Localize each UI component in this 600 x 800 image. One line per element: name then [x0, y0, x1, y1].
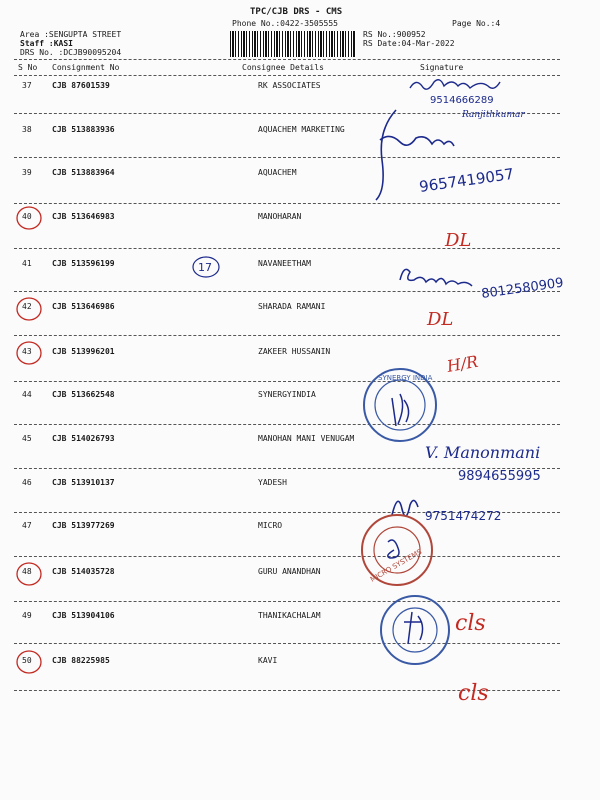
table-row [0, 125, 600, 139]
row-consignment: CJB 513904106 [52, 611, 115, 620]
handwritten-dl: DL [427, 309, 454, 330]
row-consignee: RK ASSOCIATES [258, 81, 321, 90]
row-consignee: AQUACHEM MARKETING [258, 125, 345, 134]
divider [14, 248, 560, 249]
table-row [0, 478, 600, 492]
divider [14, 75, 560, 76]
row-sno: 38 [22, 125, 32, 134]
signature-scribble [376, 110, 454, 200]
table-row [0, 347, 600, 361]
table-row [0, 567, 600, 581]
handwritten-name: Ranjithkumar [462, 110, 525, 120]
handwritten-phone: 9514666289 [430, 95, 494, 106]
handwritten-17: 17 [198, 261, 212, 274]
row-sno: 48 [22, 567, 32, 576]
table-row [0, 302, 600, 316]
col-sno: S No [18, 63, 38, 72]
divider [14, 203, 560, 204]
row-sno: 41 [22, 259, 32, 268]
signature-scribble [392, 500, 418, 516]
row-sno: 43 [22, 347, 32, 356]
table-row [0, 259, 600, 273]
row-consignee: ZAKEER HUSSANIN [258, 347, 331, 356]
divider [14, 59, 560, 60]
staff-label: Staff :KASI [20, 39, 73, 48]
page-number: Page No.:4 [452, 19, 501, 28]
row-sno: 39 [22, 168, 32, 177]
row-sno: 37 [22, 81, 32, 90]
table-row [0, 168, 600, 182]
table-row [0, 81, 600, 95]
handwritten-dl: DL [445, 230, 472, 251]
col-signature: Signature [420, 63, 464, 72]
divider [14, 335, 560, 336]
row-consignment: CJB 513977269 [52, 521, 115, 530]
synergy-stamp [364, 369, 436, 441]
handwritten-hr: H/R [445, 351, 480, 376]
barcode [230, 31, 356, 57]
drs-number: DRS No. :DCJB90095204 [20, 48, 122, 57]
row-sno: 47 [22, 521, 32, 530]
row-consignment: CJB 514035728 [52, 567, 115, 576]
table-row [0, 521, 600, 535]
row-sno: 50 [22, 656, 32, 665]
row-consignment: CJB 88225985 [52, 656, 110, 665]
divider [14, 556, 560, 557]
handwritten-phone: 9894655995 [458, 469, 541, 484]
row-consignee: KAVI [258, 656, 278, 665]
row-sno: 40 [22, 212, 32, 221]
handwritten-cs: cls [455, 611, 486, 636]
row-sno: 46 [22, 478, 32, 487]
table-row [0, 434, 600, 448]
divider [14, 113, 560, 114]
table-row [0, 390, 600, 404]
col-consignee: Consignee Details [242, 63, 324, 72]
row-consignment: CJB 513662548 [52, 390, 115, 399]
row-consignment: CJB 513646983 [52, 212, 115, 221]
divider [14, 643, 560, 644]
row-consignee: THANIKACHALAM [258, 611, 321, 620]
rs-number: RS No.:900952 [363, 30, 426, 39]
stamp-text: MICRO SYSTEMS [369, 547, 424, 584]
row-consignee: AQUACHEM [258, 168, 297, 177]
row-consignee: YADESH [258, 478, 287, 487]
row-sno: 49 [22, 611, 32, 620]
divider [14, 512, 560, 513]
row-sno: 44 [22, 390, 32, 399]
row-consignment: CJB 513883936 [52, 125, 115, 134]
row-sno: 45 [22, 434, 32, 443]
row-consignee: SHARADA RAMANI [258, 302, 326, 311]
row-consignment: CJB 513596199 [52, 259, 115, 268]
table-row [0, 656, 600, 670]
row-consignment: CJB 514026793 [52, 434, 115, 443]
company-stamp [381, 596, 449, 664]
divider [14, 601, 560, 602]
area-label: Area :SENGUPTA STREET [20, 30, 122, 39]
divider [14, 157, 560, 158]
row-consignee: GURU ANANDHAN [258, 567, 321, 576]
document-title: TPC/CJB DRS - CMS [250, 7, 343, 17]
row-consignee: SYNERGYINDIA [258, 390, 316, 399]
rs-date: RS Date:04-Mar-2022 [363, 39, 455, 48]
row-consignee: MANOHAN MANI VENUGAM [258, 434, 355, 443]
handwritten-phone: 9751474272 [425, 509, 502, 523]
stamp-text: SYNERGY INDIA [378, 374, 433, 382]
divider [14, 468, 560, 469]
row-consignment: CJB 513646986 [52, 302, 115, 311]
divider [14, 424, 560, 425]
handwritten-phone: 9657419057 [418, 164, 516, 196]
row-consignment: CJB 513996201 [52, 347, 115, 356]
row-consignee: MANOHARAN [258, 212, 302, 221]
row-consignment: CJB 513883964 [52, 168, 115, 177]
row-sno: 42 [22, 302, 32, 311]
row-consignee: NAVANEETHAM [258, 259, 311, 268]
divider [14, 291, 560, 292]
table-row [0, 212, 600, 226]
divider [14, 690, 560, 691]
handwritten-phone: 8012580909 [480, 275, 565, 302]
table-row [0, 611, 600, 625]
row-consignment: CJB 87601539 [52, 81, 110, 90]
row-consignee: MICRO [258, 521, 283, 530]
phone-number: Phone No.:0422-3505555 [232, 19, 338, 28]
handwritten-cs: cls [458, 681, 489, 706]
row-consignment: CJB 513910137 [52, 478, 115, 487]
divider [14, 381, 560, 382]
handwritten-signature: V. Manonmani [425, 443, 541, 462]
col-consignment: Consignment No [52, 63, 120, 72]
